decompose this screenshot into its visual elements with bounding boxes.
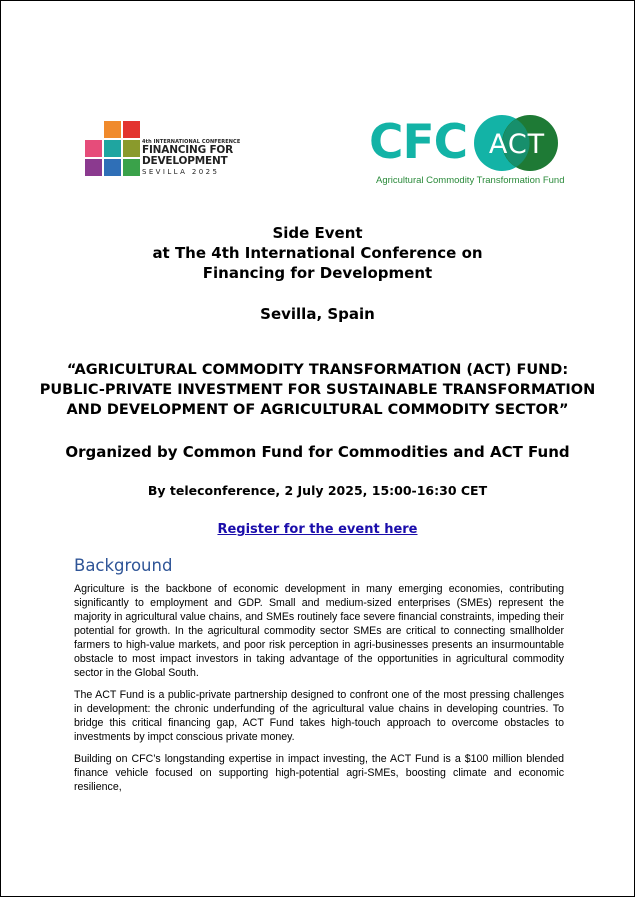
act-logo-circle [474, 113, 560, 173]
ffd-logo-squares [81, 119, 141, 185]
cfc-wordmark: CFC [369, 115, 468, 170]
ffd-logo-line2: FINANCING FOR [142, 144, 234, 156]
event-title-line3: AND DEVELOPMENT OF AGRICULTURAL COMMODITY SECTOR” [66, 402, 569, 418]
conference-line: at The 4th International Conference on [152, 244, 483, 262]
event-datetime: By teleconference, 2 July 2025, 15:00-16:30 CET [147, 483, 488, 498]
ffd-logo-line4: SEVILLA 2025 [142, 168, 220, 176]
ffd-logo-text [142, 139, 240, 176]
ffd-logo-line1: 4th INTERNATIONAL CONFERENCE [142, 139, 241, 145]
ffd-logo-line3: DEVELOPMENT [142, 155, 228, 167]
location: Sevilla, Spain [260, 305, 375, 323]
organizer: Organized by Common Fund for Commodities and ACT Fund [65, 443, 570, 461]
register-link-wrap [1, 518, 634, 537]
background-paragraph-1: Agriculture is the backbone of economic development in many emerging economies, contributing significantly to employment and GDP. Small and medium-sized enterprises (SMEs) represent the majority in agricultural value chains, and SMEs routinely face severe financial constraints, impeding their potential for growth. In the agricultural commodity sector SMEs are critical to connecting smallholder farmers to high-value markets, and poor risk perception in agri-businesses presents an insurmountable obstacle to most impact investors in taking advantage of the opportunities in agricultural commodity sector in the Global South. [74, 583, 564, 679]
background-paragraph-2: The ACT Fund is a public-private partnership designed to confront one of the most pressing challenges in development: the chronic underfunding of the agricultural value chains in developing countries. To bridge this critical financing gap, ACT Fund takes high-touch approach to overcome obstacles to investments by impct conscious private money. [74, 689, 564, 743]
act-logo-text: ACT [488, 129, 546, 160]
register-link[interactable]: Register for the event here [217, 522, 418, 537]
act-tagline: Agricultural Commodity Transformation Fund [376, 175, 565, 186]
financing-line: Financing for Development [202, 264, 433, 282]
event-title-line1: “AGRICULTURAL COMMODITY TRANSFORMATION (ACT) FUND: [66, 362, 569, 378]
event-title-line2: PUBLIC-PRIVATE INVESTMENT FOR SUSTAINABLE TRANSFORMATION [39, 382, 596, 398]
background-paragraph-3: Building on CFC’s longstanding expertise in impact investing, the ACT Fund is a $100 million blended finance vehicle focused on supporting high-potential agri-SMEs, boosting climate and economic resilience, [74, 753, 564, 793]
background-heading: Background [74, 556, 173, 575]
side-event-label: Side Event [272, 224, 363, 242]
